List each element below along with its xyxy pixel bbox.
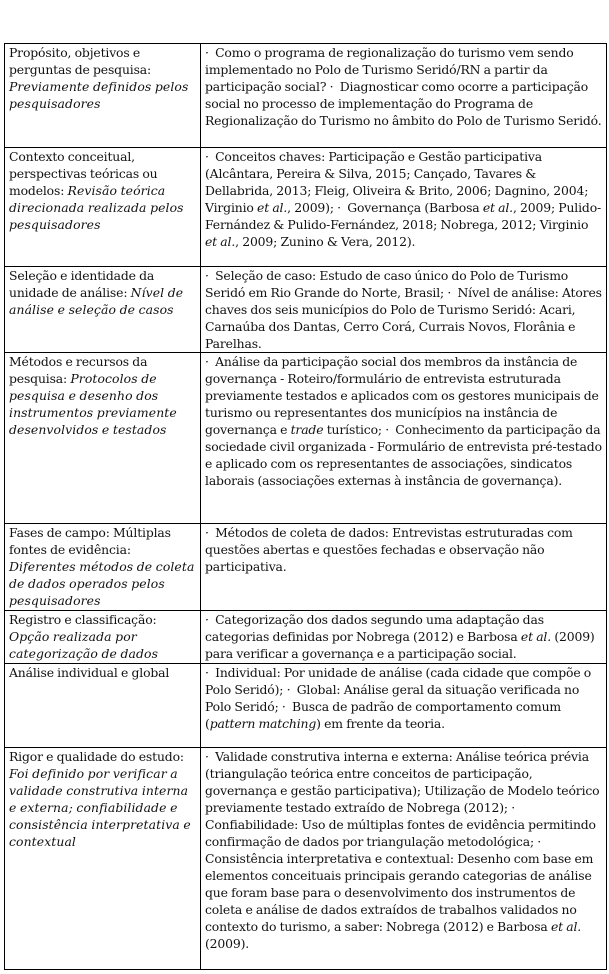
row-label-detail: Diferentes métodos de coleta de dados operados pelos pesquisadores xyxy=(9,559,195,608)
italic-term: et al. xyxy=(205,234,236,249)
content-text: Seleção de caso: Estudo de caso único do Polo de Turismo Seridó em Rio Grande do Norte, Brasil; xyxy=(205,268,569,300)
content-text: Métodos de coleta de dados: Entrevistas estruturadas com questões abertas e questões fechadas e observação não participativa. xyxy=(205,525,573,574)
bullet-marker: · xyxy=(205,525,213,540)
row-content-cell xyxy=(201,353,607,524)
row-content-cell xyxy=(201,148,607,267)
content-text: Nível de análise: Atores chaves dos seis municípios do Polo de Turismo Seridó: Acari, Carnaúba dos Dantas, Cerro Corá, Currais Novos, Florânia e Parelhas. xyxy=(205,285,602,351)
bullet-marker: · xyxy=(537,834,542,849)
content-text: Governança (Barbosa xyxy=(347,200,483,215)
bullet-marker: · xyxy=(205,268,213,283)
content-text: turístico; xyxy=(323,422,386,437)
bullet-marker: · xyxy=(329,79,337,94)
row-label: Métodos e recursos da pesquisa: xyxy=(9,354,148,386)
bullet-marker: · xyxy=(205,749,213,764)
table-row-unit-selection xyxy=(5,267,607,353)
italic-term: et al. xyxy=(550,919,582,934)
row-label-detail: Nível de análise e seleção de casos xyxy=(9,285,184,317)
row-label: Contexto conceitual, perspectivas teóricas ou modelos: xyxy=(9,149,158,198)
content-text: Consistência interpretativa e contextual: Desenho com base em elementos conceituais principais gerando categorias de análise que foram base para o desenvolvimento dos instrumentos de coleta e análise de dados extraídos de trabalhos validados no contexto do turismo, a saber: Nobrega (2012) e Barbosa xyxy=(205,851,594,934)
row-label-cell xyxy=(5,748,201,970)
content-text: (2009) para verificar a governança e a participação social. xyxy=(205,629,595,661)
row-content-cell xyxy=(201,44,607,148)
row-label-detail: Protocolos de pesquisa e desenho dos instrumentos previamente desenvolvidos e testados xyxy=(9,371,177,437)
content-text: Conhecimento da participação da sociedade civil organizada - Formulário de entrevista pré-testado e aplicado com os representantes de associações, sindicatos laborais (associações externas à instância de governança). xyxy=(205,422,602,488)
bullet-marker: · xyxy=(511,800,515,815)
bullet-marker: · xyxy=(205,354,213,369)
row-content-cell xyxy=(201,524,607,611)
content-text: , 2009; Zunino & Vera, 2012). xyxy=(235,234,416,249)
bullet-marker: · xyxy=(385,422,393,437)
row-label-cell xyxy=(5,664,201,748)
bullet-marker: · xyxy=(205,665,213,680)
content-text: Validade construtiva interna e externa: Análise teórica prévia (triangulação teórica entre conceitos de participação, governança e gestão participativa); Utilização de Modelo teórico previamente testado extraído de Nobrega (2012); xyxy=(205,749,600,815)
bullet-marker: · xyxy=(286,682,294,697)
content-text: Como o programa de regionalização do turismo vem sendo implementado no Polo de Turismo Seridó/RN a partir da participação social? xyxy=(205,45,574,94)
bullet-marker: · xyxy=(205,45,213,60)
italic-term: pattern matching xyxy=(209,716,317,731)
row-label: Seleção e identidade da unidade de análise: xyxy=(9,268,155,300)
content-text: Busca de padrão de comportamento comum ( xyxy=(205,699,562,731)
bullet-marker: · xyxy=(205,612,213,627)
row-content-cell xyxy=(201,748,607,970)
bullet-marker: · xyxy=(447,285,455,300)
bullet-marker: · xyxy=(205,149,213,164)
content-text: ) em frente da teoria. xyxy=(316,716,445,731)
row-label: Propósito, objetivos e perguntas de pesquisa: xyxy=(9,45,152,77)
content-text: Individual: Por unidade de análise (cada cidade que compõe o Polo Seridó); xyxy=(205,665,592,697)
row-label: Registro e classificação: xyxy=(9,612,157,627)
table-row-rigor xyxy=(5,748,607,970)
bullet-marker: · xyxy=(337,200,345,215)
table-row-analysis xyxy=(5,664,607,748)
research-protocol-table xyxy=(4,43,607,970)
italic-term: et al. xyxy=(482,200,513,215)
row-label-detail: Revisão teórica direcionada realizada pelos pesquisadores xyxy=(9,183,184,232)
italic-term: et al. xyxy=(520,629,552,644)
row-content-cell xyxy=(201,664,607,748)
row-label-cell xyxy=(5,267,201,353)
content-text: Diagnosticar como ocorre a participação social no processo de implementação do Programa de Regionalização do Turismo no âmbito do Polo de Turismo Seridó. xyxy=(205,79,602,128)
content-text: , 2009); xyxy=(287,200,338,215)
table-row-field-phases xyxy=(5,524,607,611)
row-label: Fases de campo: Múltiplas fontes de evidência: xyxy=(9,525,171,557)
italic-term: et al. xyxy=(257,200,288,215)
row-content-cell xyxy=(201,611,607,664)
content-text: Confiabilidade: Uso de múltiplas fontes de evidência permitindo confirmação de dados por triangulação metodológica; xyxy=(205,817,596,849)
content-text: (2009). xyxy=(205,936,250,951)
row-label-cell xyxy=(5,44,201,148)
content-text: Categorização dos dados segundo uma adaptação das categorias definidas por Nobrega (2012) e Barbosa xyxy=(205,612,544,644)
table-row-registry xyxy=(5,611,607,664)
row-label-cell xyxy=(5,353,201,524)
row-label-cell xyxy=(5,524,201,611)
italic-term: trade xyxy=(290,422,324,437)
row-label: Análise individual e global xyxy=(9,665,170,680)
row-label: Rigor e qualidade do estudo: xyxy=(9,749,184,764)
bullet-marker: · xyxy=(281,699,289,714)
row-label-cell xyxy=(5,148,201,267)
table-row-context xyxy=(5,148,607,267)
content-text: , 2009; Pulido-Fernández & Pulido-Fernández, 2018; Nobrega, 2012; Virginio xyxy=(205,200,602,232)
row-label-cell xyxy=(5,611,201,664)
table-row-purpose xyxy=(5,44,607,148)
row-label-detail: Foi definido por verificar a validade construtiva interna e externa; confiabilidade e consistência interpretativa e contextual xyxy=(9,766,191,849)
content-text: Global: Análise geral da situação verificada no Polo Seridó; xyxy=(205,682,580,714)
row-label-detail: Opção realizada por categorização de dados xyxy=(9,629,159,661)
table-row-methods xyxy=(5,353,607,524)
content-text: Análise da participação social dos membros da instância de governança - Roteiro/formulário de entrevista estruturada previamente testados e aplicados com os gestores municipais de turismo ou representantes dos municípios na instância de governança e xyxy=(205,354,599,437)
row-content-cell xyxy=(201,267,607,353)
content-text: Conceitos chaves: Participação e Gestão participativa (Alcântara, Pereira & Silva, 2015; Cançado, Tavares & Dellabrida, 2013; Fleig, Oliveira & Brito, 2006; Dagnino, 2004; Virginio xyxy=(205,149,589,215)
row-label-detail: Previamente definidos pelos pesquisadores xyxy=(9,79,189,111)
